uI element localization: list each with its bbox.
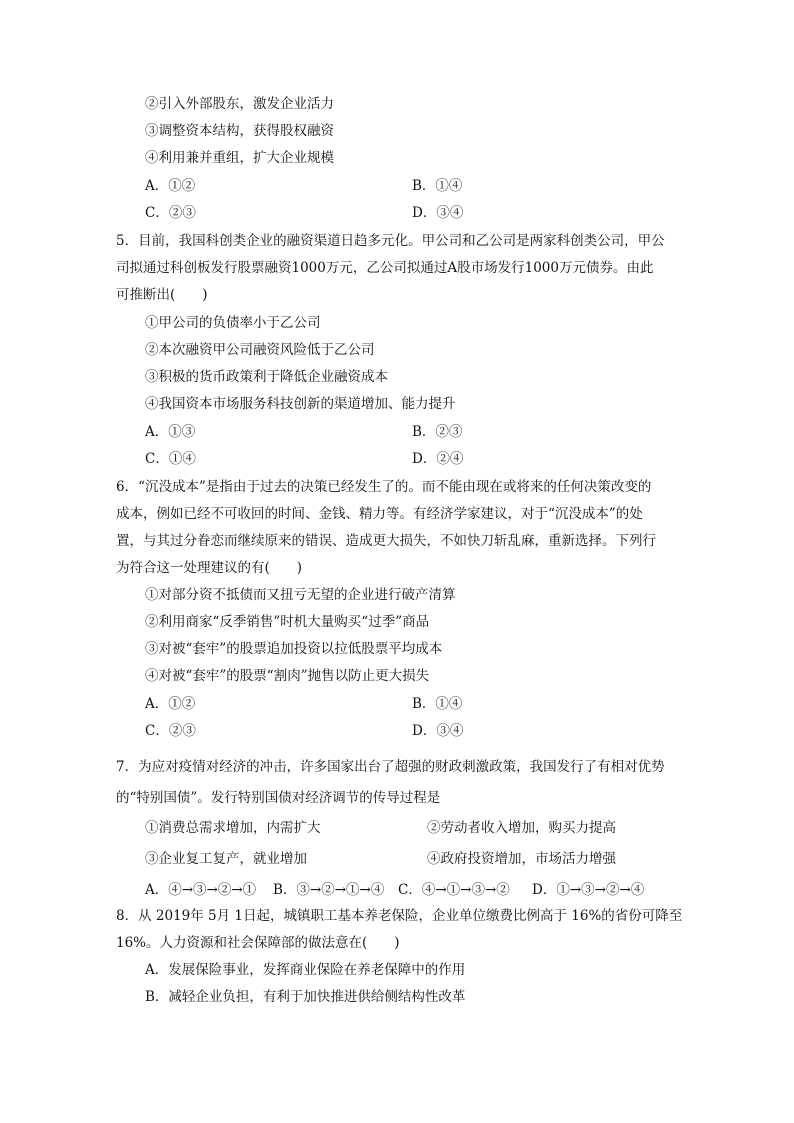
q5-stem-line-1: 5．目前，我国科创类企业的融资渠道日趋多元化。甲公司和乙公司是两家科创类公司，甲公 xyxy=(116,233,665,249)
q7-stem-line-1: 7．为应对疫情对经济的冲击，许多国家出台了超强的财政刺激政策，我国发行了有相对优势 xyxy=(116,759,665,775)
q5-option-c: C．①④ xyxy=(145,451,196,467)
q7-statement-3: ③企业复工复产，就业增加 xyxy=(145,851,307,867)
q6-statement-2: ②利用商家“反季销售”时机大量购买“过季”商品 xyxy=(145,614,430,630)
q6-option-d: D．③④ xyxy=(412,723,464,739)
q4-statement-3: ③调整资本结构，获得股权融资 xyxy=(145,123,334,139)
q5-statement-4: ④我国资本市场服务科技创新的渠道增加、能力提升 xyxy=(145,396,456,412)
q8-stem-line-1: 8．从 2019年 5月 1日起，城镇职工基本养老保险，企业单位缴费比例高于 16%的省份可降至 xyxy=(116,908,683,924)
q4-option-d: D．③④ xyxy=(412,205,464,221)
q4-option-a: A．①② xyxy=(145,178,196,194)
q7-statement-4: ④政府投资增加，市场活力增强 xyxy=(427,851,616,867)
q7-option-d: D．①→③→②→④ xyxy=(532,882,645,898)
q5-statement-1: ①甲公司的负债率小于乙公司 xyxy=(145,315,321,331)
q6-stem-line-4: 为符合这一处理建议的有( ) xyxy=(116,560,303,576)
q7-option-a: A．④→③→②→① xyxy=(145,882,257,898)
q5-statement-2: ②本次融资甲公司融资风险低于乙公司 xyxy=(145,342,375,358)
q5-option-d: D．②④ xyxy=(412,451,464,467)
q6-stem-line-2: 成本，例如已经不可收回的时间、金钱、精力等。有经济学家建议，对于“沉没成本”的处 xyxy=(116,506,643,522)
q5-statement-3: ③积极的货币政策利于降低企业融资成本 xyxy=(145,369,388,385)
q6-statement-4: ④对被“套牢”的股票“割肉”抛售以防止更大损失 xyxy=(145,668,430,684)
q5-stem-line-3: 可推断出( ) xyxy=(116,287,208,303)
q5-option-b: B．②③ xyxy=(412,424,463,440)
q6-stem-line-3: 置，与其过分眷恋而继续原来的错误、造成更大损失，不如快刀斩乱麻，重新选择。下列行 xyxy=(116,533,656,549)
q6-option-b: B．①④ xyxy=(412,696,463,712)
q7-statement-1: ①消费总需求增加，内需扩大 xyxy=(145,820,321,836)
q6-option-c: C．②③ xyxy=(145,723,196,739)
q4-option-c: C．②③ xyxy=(145,205,196,221)
q8-stem-line-2: 16%。人力资源和社会保障部的做法意在( ) xyxy=(116,935,400,951)
q8-option-b: B．减轻企业负担，有利于加快推进供给侧结构性改革 xyxy=(145,989,466,1005)
q6-stem-line-1: 6．“沉没成本”是指由于过去的决策已经发生了的。而不能由现在或将来的任何决策改变的 xyxy=(116,479,652,495)
q7-statement-2: ②劳动者收入增加，购买力提高 xyxy=(427,820,616,836)
q8-option-a: A．发展保险事业，发挥商业保险在养老保障中的作用 xyxy=(145,962,466,978)
q4-statement-4: ④利用兼并重组，扩大企业规模 xyxy=(145,150,334,166)
q5-stem-line-2: 司拟通过科创板发行股票融资1000万元，乙公司拟通过A股市场发行1000万元债券。由此 xyxy=(116,260,654,276)
q7-option-b: B．③→②→①→④ xyxy=(273,882,385,898)
q4-option-b: B．①④ xyxy=(412,178,463,194)
q6-statement-1: ①对部分资不抵债而又扭亏无望的企业进行破产清算 xyxy=(145,587,456,603)
q7-option-c: C．④→①→③→② xyxy=(398,882,510,898)
q5-option-a: A．①③ xyxy=(145,424,196,440)
q6-statement-3: ③对被“套牢”的股票追加投资以拉低股票平均成本 xyxy=(145,641,443,657)
q7-stem-line-2: 的“特别国债”。发行特别国债对经济调节的传导过程是 xyxy=(116,790,441,806)
q4-statement-2: ②引入外部股东，激发企业活力 xyxy=(145,96,334,112)
q6-option-a: A．①② xyxy=(145,696,196,712)
